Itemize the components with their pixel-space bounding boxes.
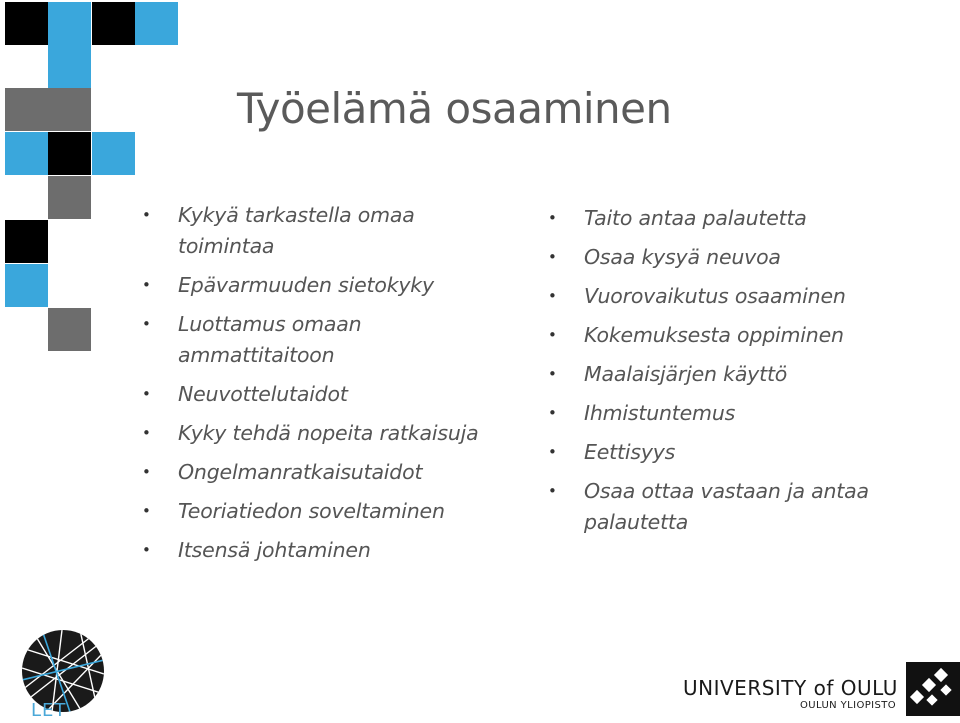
- list-item: • Kokemuksesta oppiminen: [546, 320, 876, 351]
- list-item: • Vuorovaikutus osaaminen: [546, 281, 876, 312]
- mosaic-square: [5, 220, 48, 263]
- bullet-icon: •: [142, 502, 151, 520]
- list-item: • Itsensä johtaminen: [140, 535, 480, 566]
- bullet-icon: •: [142, 206, 151, 224]
- list-item: • Neuvottelutaidot: [140, 379, 480, 410]
- list-item: • Osaa kysyä neuvoa: [546, 242, 876, 273]
- bullet-icon: •: [548, 326, 557, 344]
- list-item: • Teoriatiedon soveltaminen: [140, 496, 480, 527]
- mosaic-square: [5, 2, 48, 45]
- let-label: LET: [31, 700, 67, 721]
- right-bullet-list: [546, 203, 876, 546]
- bullet-icon: •: [142, 463, 151, 481]
- mosaic-square: [5, 264, 48, 307]
- list-item: • Kykyä tarkastella omaa toimintaa: [140, 200, 480, 262]
- mosaic-square: [5, 132, 48, 175]
- bullet-icon: •: [142, 315, 151, 333]
- bullet-icon: •: [548, 443, 557, 461]
- list-item: • Osaa ottaa vastaan ja antaa palautetta: [546, 476, 876, 538]
- list-item: • Epävarmuuden sietokyky: [140, 270, 480, 301]
- university-name: UNIVERSITY of OULU: [683, 676, 898, 700]
- mosaic-square: [48, 45, 91, 88]
- list-item: • Luottamus omaan ammattitaitoon: [140, 309, 480, 371]
- list-item: • Ihmistuntemus: [546, 398, 876, 429]
- list-item: • Ongelmanratkaisutaidot: [140, 457, 480, 488]
- university-emblem-icon: [906, 662, 960, 716]
- bullet-icon: •: [142, 424, 151, 442]
- list-item: • Taito antaa palautetta: [546, 203, 876, 234]
- bullet-icon: •: [142, 385, 151, 403]
- bullet-icon: •: [548, 365, 557, 383]
- list-item: • Maalaisjärjen käyttö: [546, 359, 876, 390]
- mosaic-square: [48, 2, 91, 45]
- mosaic-square: [48, 132, 91, 175]
- university-subname: OULUN YLIOPISTO: [800, 700, 897, 711]
- mosaic-square: [5, 88, 48, 131]
- mosaic-square: [92, 2, 135, 45]
- mosaic-square: [135, 2, 178, 45]
- mosaic-square: [48, 308, 91, 351]
- bullet-icon: •: [548, 248, 557, 266]
- bullet-icon: •: [142, 276, 151, 294]
- bullet-icon: •: [548, 482, 557, 500]
- bullet-icon: •: [548, 209, 557, 227]
- left-bullet-list: [140, 200, 480, 574]
- mosaic-square: [48, 176, 91, 219]
- mosaic-square: [48, 88, 91, 131]
- slide-title: Työelämä osaaminen: [237, 84, 672, 133]
- list-item: • Kyky tehdä nopeita ratkaisuja: [140, 418, 480, 449]
- mosaic-square: [92, 132, 135, 175]
- bullet-icon: •: [548, 287, 557, 305]
- bullet-icon: •: [548, 404, 557, 422]
- list-item: • Eettisyys: [546, 437, 876, 468]
- bullet-icon: •: [142, 541, 151, 559]
